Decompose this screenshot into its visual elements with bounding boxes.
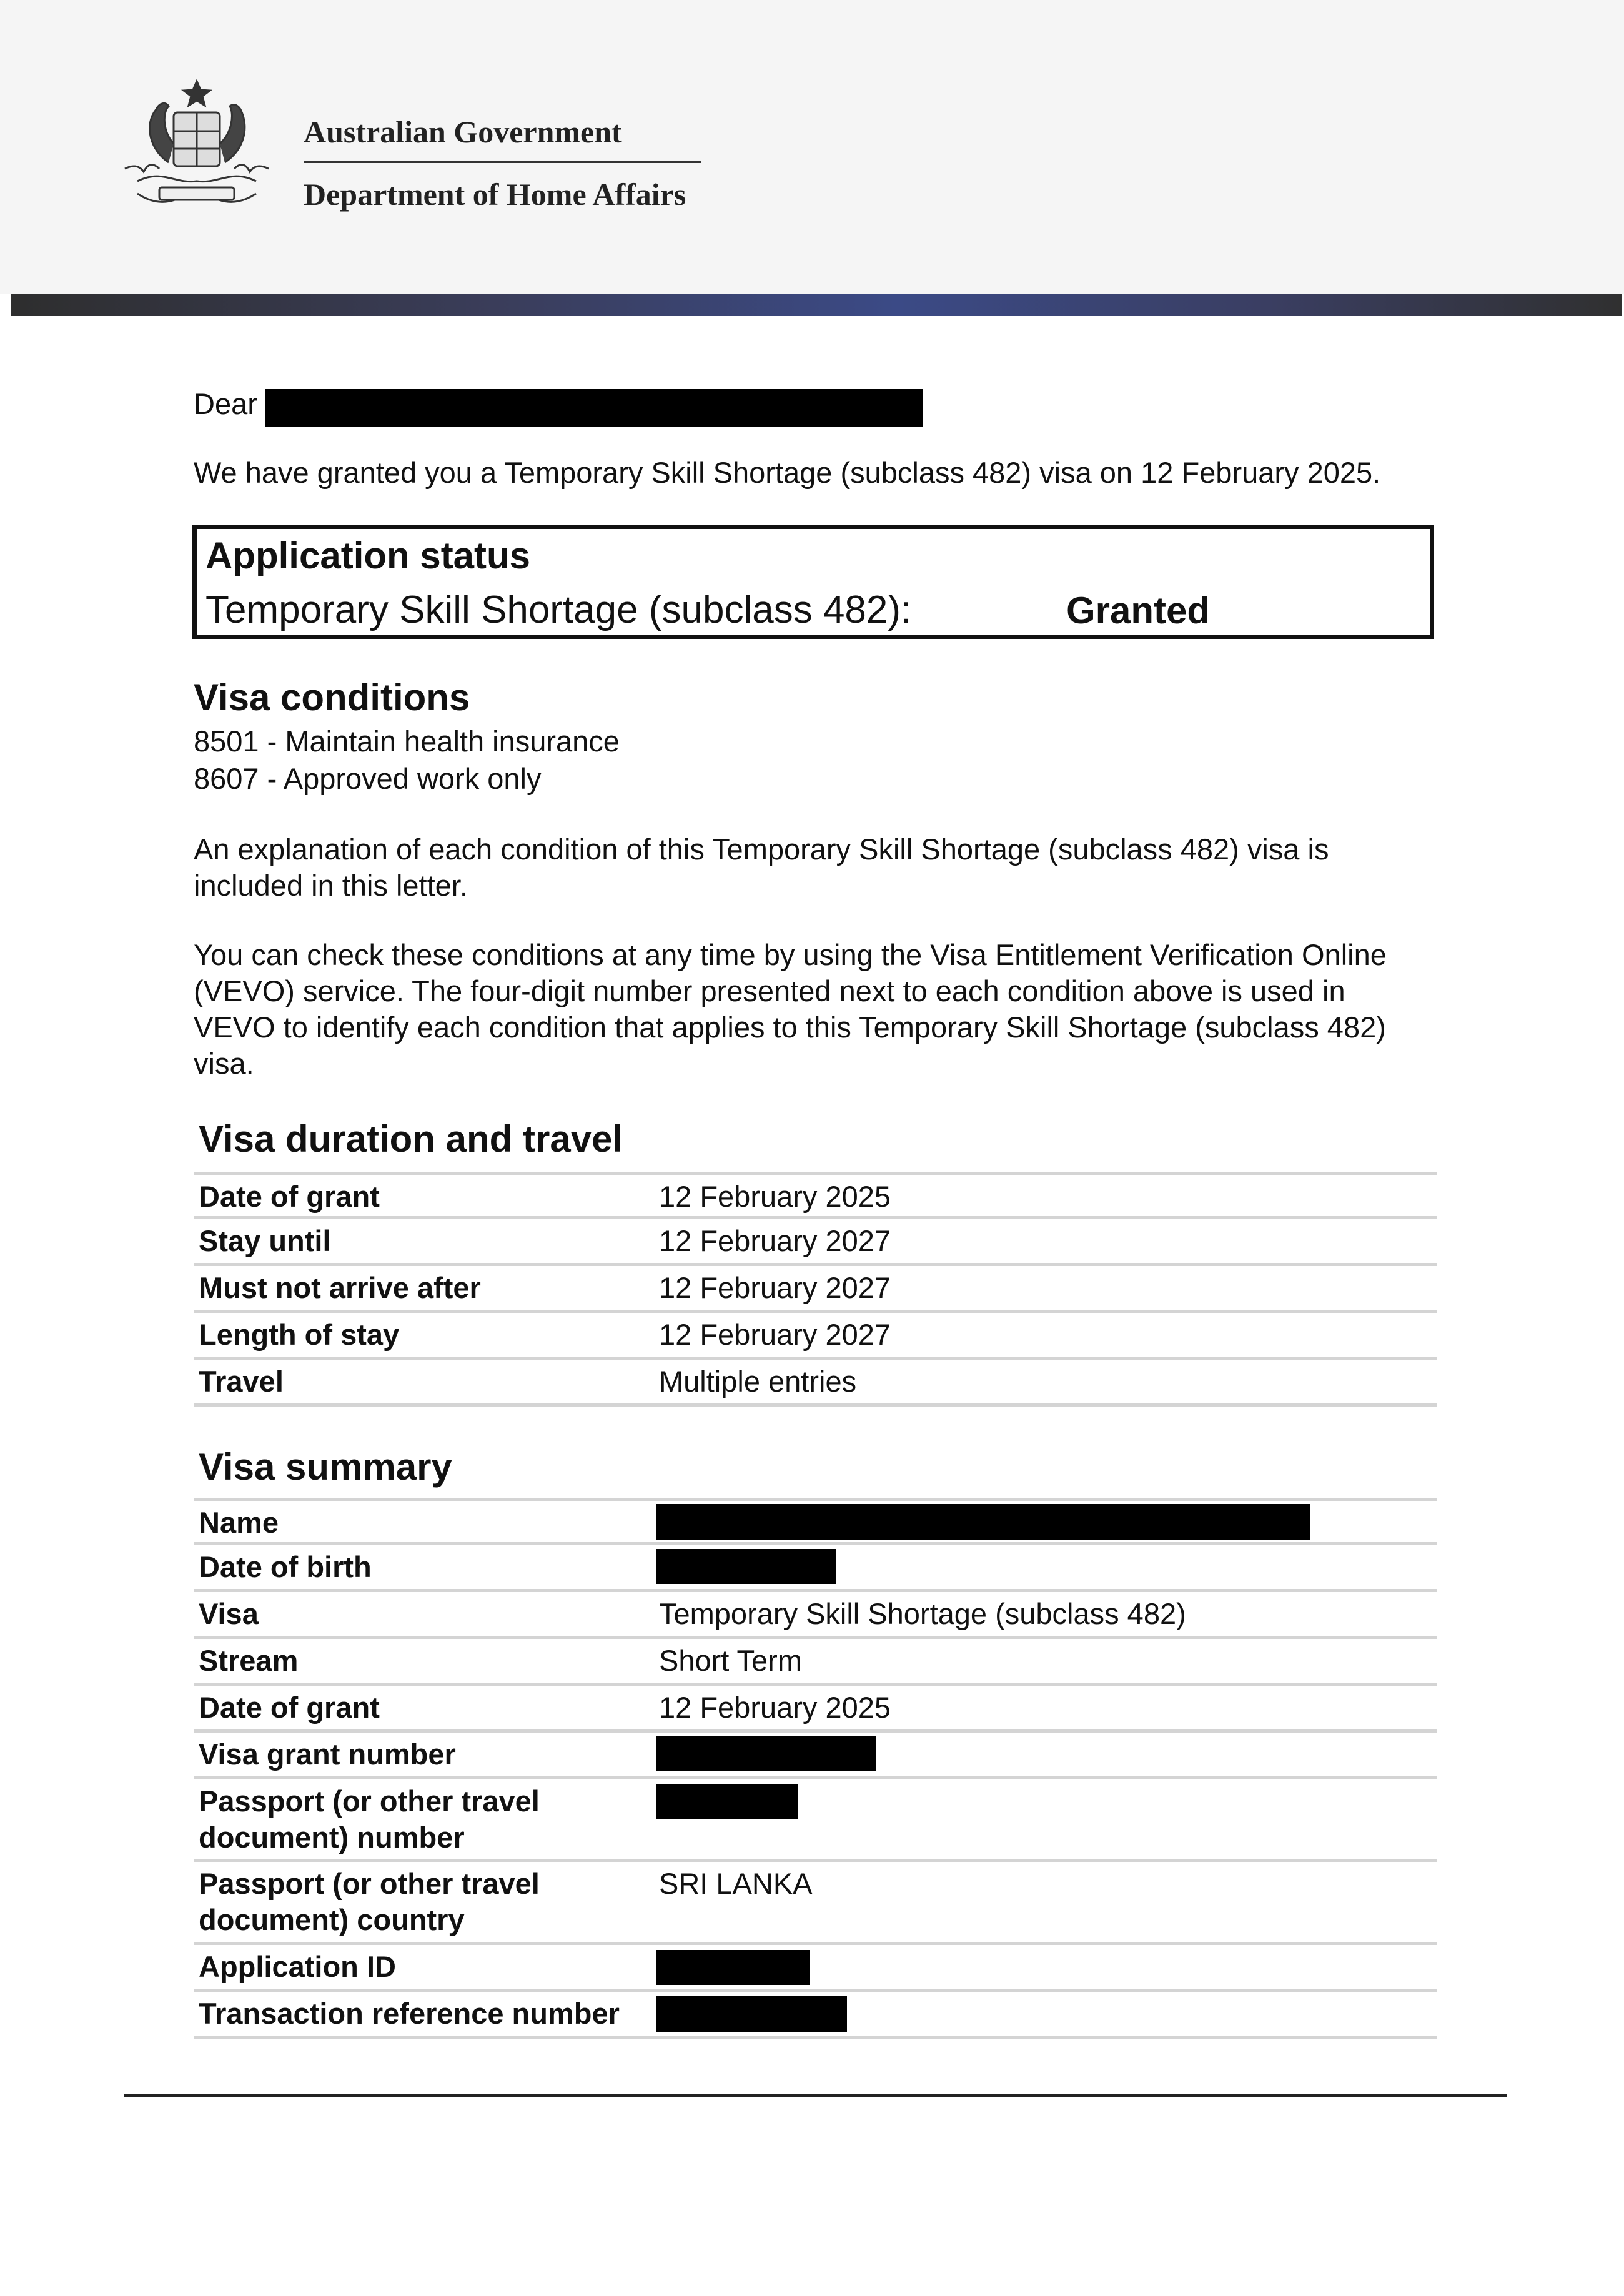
table-row [194,1360,1437,1407]
footer-divider [124,2094,1507,2097]
department-title: Department of Home Affairs [304,177,686,212]
table-row [194,1779,1437,1862]
application-status-box [192,525,1434,639]
conditions-explanation: An explanation of each condition of this Temporary Skill Shortage (subclass 482) visa is [194,833,1329,866]
transaction-reference-redacted [656,1996,847,2032]
date-of-birth-redacted [656,1549,836,1584]
condition-item: 8607 - Approved work only [194,762,542,795]
row-label: Travel [199,1365,284,1398]
row-value: 12 February 2027 [659,1318,891,1351]
visa-summary-table [194,1498,1437,2039]
row-value: Temporary Skill Shortage (subclass 482) [659,1597,1186,1630]
row-label: Visa [199,1597,259,1630]
table-row [194,1592,1437,1639]
row-label: Date of birth [199,1550,372,1583]
row-label: Passport (or other travel document) country [199,1867,540,1936]
row-label: Visa grant number [199,1738,456,1771]
row-value: SRI LANKA [659,1867,813,1900]
table-row [194,1219,1437,1266]
row-value: Multiple entries [659,1365,857,1398]
table-row [194,1945,1437,1992]
application-status-heading: Application status [205,535,531,576]
row-label: Date of grant [199,1180,380,1213]
conditions-explanation: included in this letter. [194,869,468,902]
table-row [194,1313,1437,1360]
application-status-visa: Temporary Skill Shortage (subclass 482): [205,588,912,631]
table-row [194,1686,1437,1733]
row-value: 12 February 2027 [659,1224,891,1257]
passport-number-redacted [656,1784,798,1819]
application-id-redacted [656,1950,810,1985]
table-row [194,1733,1437,1779]
row-value: Short Term [659,1644,802,1677]
visa-summary-heading: Visa summary [199,1446,452,1488]
name-redacted [656,1504,1310,1540]
header-band [11,294,1622,316]
row-label: Name [199,1506,279,1539]
visa-duration-table [194,1172,1437,1407]
row-value: 12 February 2027 [659,1271,891,1304]
table-row [194,1545,1437,1592]
table-row [194,1172,1437,1219]
row-label: Length of stay [199,1318,400,1351]
condition-item: 8501 - Maintain health insurance [194,725,620,758]
row-value: 12 February 2025 [659,1180,891,1213]
recipient-name-redacted [265,389,923,427]
visa-duration-heading: Visa duration and travel [199,1118,623,1160]
row-label: Date of grant [199,1691,380,1724]
table-row [194,1498,1437,1545]
table-row [194,1862,1437,1945]
row-label: Must not arrive after [199,1271,481,1304]
visa-grant-number-redacted [656,1736,876,1771]
row-value: 12 February 2025 [659,1691,891,1724]
row-label: Application ID [199,1950,396,1983]
table-row [194,1266,1437,1313]
table-row [194,1992,1437,2039]
title-divider [304,161,701,163]
salutation: Dear [194,387,257,420]
row-label: Passport (or other travel document) number [199,1784,540,1854]
row-label: Stream [199,1644,299,1677]
coat-of-arms-icon [100,75,294,222]
vevo-paragraph: You can check these conditions at any time by using the Visa Entitlement Verification Online [194,938,1387,971]
application-status-value: Granted [1066,590,1211,631]
visa-conditions-heading: Visa conditions [194,676,470,718]
table-row [194,1639,1437,1686]
grant-intro: We have granted you a Temporary Skill Shortage (subclass 482) visa on 12 February 2025. [194,456,1381,489]
vevo-paragraph: VEVO to identify each condition that applies to this Temporary Skill Shortage (subclass 482) [194,1011,1386,1044]
letterhead [0,0,1624,294]
government-title: Australian Government [304,114,622,149]
vevo-paragraph: visa. [194,1047,254,1080]
row-label: Stay until [199,1224,331,1257]
row-label: Transaction reference number [199,1997,620,2030]
vevo-paragraph: (VEVO) service. The four-digit number presented next to each condition above is used in [194,974,1345,1007]
